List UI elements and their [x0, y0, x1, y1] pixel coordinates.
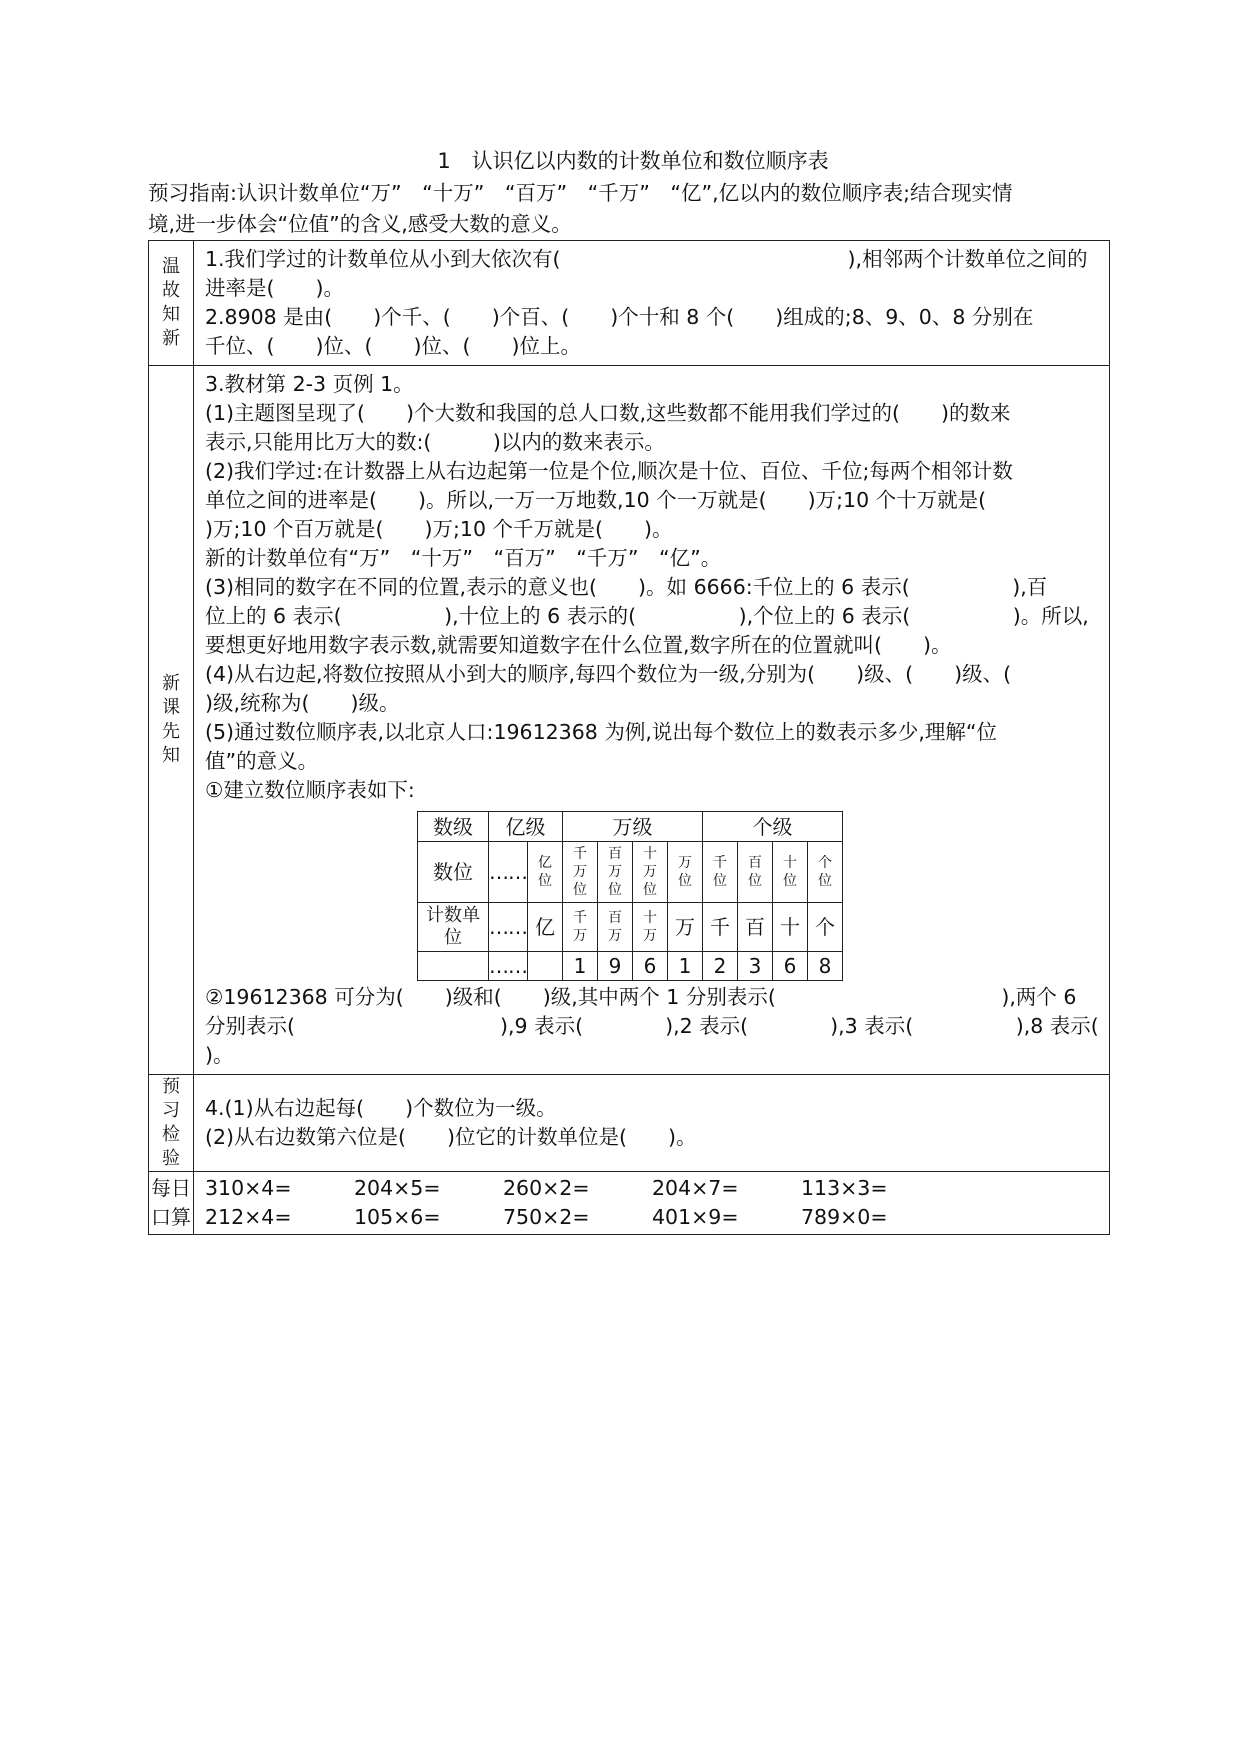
check-label: 预习检验 — [162, 1076, 180, 1169]
pv-digit-cell: 2 — [703, 952, 738, 981]
question-line: (3)相同的数字在不同的位置,表示的意义也( )。如 6666:千位上的 6 表示( ),百 — [205, 575, 1048, 599]
worksheet-page — [148, 146, 1098, 1235]
pv-digit-cell: 1 — [563, 952, 598, 981]
pv-place-cell: 个位 — [818, 855, 832, 889]
calc-row — [149, 1172, 1110, 1235]
pv-digit-cell: 3 — [738, 952, 773, 981]
calc-label-cell — [149, 1172, 194, 1235]
calc-item: 212×4= — [205, 1205, 292, 1229]
worksheet-table — [148, 240, 1110, 1235]
pv-unit-label: 计数单位 — [418, 903, 489, 952]
question-line: 位上的 6 表示( ),十位上的 6 表示的( ),个位上的 6 表示( )。所以, — [205, 604, 1089, 628]
pv-unit-cell: 万 — [668, 903, 703, 952]
pv-digit-label — [418, 952, 489, 981]
pv-place-row — [418, 842, 843, 903]
check-label-cell — [149, 1075, 194, 1172]
pv-digit-cell — [528, 952, 563, 981]
pv-unit-cell: 百 — [738, 903, 773, 952]
pv-digit-cell: 9 — [598, 952, 633, 981]
pv-digit-cell: 6 — [633, 952, 668, 981]
question-line: (4)从右边起,将数位按照从小到大的顺序,每四个数位为一级,分别为( )级、( )级、( — [205, 662, 1012, 686]
new-lesson-label-cell — [149, 366, 194, 1075]
question-line: 3.教材第 2-3 页例 1。 — [205, 372, 414, 396]
pv-dots: …… — [489, 842, 528, 903]
pv-digit-cell: 1 — [668, 952, 703, 981]
guide-line: 预习指南:认识计数单位“万” “十万” “百万” “千万” “亿”,亿以内的数位顺序表;结合现实情 — [148, 181, 1013, 205]
calc-item: 105×6= — [354, 1205, 441, 1229]
question-line: 表示,只能用比万大的数:( )以内的数来表示。 — [205, 430, 665, 454]
question-line: 新的计数单位有“万” “十万” “百万” “千万” “亿”。 — [205, 546, 722, 570]
pv-place-cell: 亿位 — [538, 855, 552, 889]
pv-level-ge: 个级 — [703, 812, 843, 842]
calc-grid — [205, 1174, 950, 1232]
question-line: (1)主题图呈现了( )个大数和我国的总人口数,这些数都不能用我们学过的( )的数来 — [205, 401, 1011, 425]
pv-level-header: 数级 — [418, 812, 489, 842]
preview-guide — [148, 178, 1098, 240]
calc-label: 每日口算 — [151, 1176, 191, 1229]
pv-digit-row — [418, 952, 843, 981]
question-line: )级,统称为( )级。 — [205, 691, 400, 715]
pv-unit-cell: 十万 — [643, 910, 657, 944]
question-line: 2.8908 是由( )个千、( )个百、( )个十和 8 个( )组成的;8、9、0、8 分别在 — [205, 305, 1034, 329]
question-line: 要想更好地用数字表示数,就需要知道数字在什么位置,数字所在的位置就叫( )。 — [205, 633, 952, 657]
calc-item: 260×2= — [503, 1176, 590, 1200]
pv-place-cell: 万位 — [678, 855, 692, 889]
pv-place-cell: 千万位 — [573, 846, 587, 898]
new-lesson-label: 新课先知 — [162, 673, 180, 766]
calc-item: 401×9= — [652, 1205, 739, 1229]
question-line: )万;10 个百万就是( )万;10 个千万就是( )。 — [205, 517, 673, 541]
pv-place-cell: 十位 — [783, 855, 797, 889]
new-lesson-row — [149, 366, 1110, 1075]
calc-item: 204×7= — [652, 1176, 739, 1200]
question-line: (2)从右边数第六位是( )位它的计数单位是( )。 — [205, 1125, 697, 1149]
pv-unit-cell: 千 — [703, 903, 738, 952]
question-line: 1.我们学过的计数单位从小到大依次有( ),相邻两个计数单位之间的 — [205, 247, 1088, 271]
question-line: 4.(1)从右边起每( )个数位为一级。 — [205, 1096, 557, 1120]
question-line: 值”的意义。 — [205, 749, 319, 773]
check-row — [149, 1075, 1110, 1172]
check-content — [194, 1075, 1110, 1172]
question-line: )。 — [205, 1043, 234, 1067]
page-title: 1 认识亿以内数的计数单位和数位顺序表 — [437, 149, 829, 173]
pv-level-wan: 万级 — [563, 812, 703, 842]
question-line: ①建立数位顺序表如下: — [205, 778, 415, 802]
pv-level-yi: 亿级 — [489, 812, 563, 842]
pv-unit-cell: 千万 — [573, 910, 587, 944]
place-value-table-wrap — [205, 811, 1099, 981]
pv-unit-cell: 亿 — [528, 903, 563, 952]
pv-digit-cell: 8 — [808, 952, 843, 981]
pv-place-cell: 百万位 — [608, 846, 622, 898]
calc-item: 750×2= — [503, 1205, 590, 1229]
pv-unit-row — [418, 903, 843, 952]
pv-unit-cell: 个 — [808, 903, 843, 952]
calc-item: 789×0= — [801, 1205, 888, 1229]
review-row — [149, 241, 1110, 366]
pv-unit-cell: 百万 — [608, 910, 622, 944]
pv-place-label: 数位 — [418, 842, 489, 903]
calc-item: 310×4= — [205, 1176, 292, 1200]
review-label-cell — [149, 241, 194, 366]
pv-dots: …… — [489, 952, 528, 981]
question-line: (5)通过数位顺序表,以北京人口:19612368 为例,说出每个数位上的数表示多少,理解“位 — [205, 720, 997, 744]
place-value-table — [417, 811, 843, 981]
question-line: ②19612368 可分为( )级和( )级,其中两个 1 分别表示( ),两个 6 — [205, 985, 1077, 1009]
review-content — [194, 241, 1110, 366]
pv-level-row — [418, 812, 843, 842]
pv-unit-cell: 十 — [773, 903, 808, 952]
pv-place-cell: 百位 — [748, 855, 762, 889]
question-line: 分别表示( ),9 表示( ),2 表示( ),3 表示( ),8 表示( — [205, 1014, 1099, 1038]
question-line: 单位之间的进率是( )。所以,一万一万地数,10 个一万就是( )万;10 个十万就是( — [205, 488, 987, 512]
pv-place-cell: 十万位 — [643, 846, 657, 898]
guide-line: 境,进一步体会“位值”的含义,感受大数的意义。 — [148, 212, 572, 236]
question-line: (2)我们学过:在计数器上从右边起第一位是个位,顺次是十位、百位、千位;每两个相邻计数 — [205, 459, 1013, 483]
review-label: 温故知新 — [162, 256, 180, 349]
calc-item: 113×3= — [801, 1176, 888, 1200]
question-line: 进率是( )。 — [205, 276, 344, 300]
calc-item: 204×5= — [354, 1176, 441, 1200]
calc-content — [194, 1172, 1110, 1235]
pv-place-cell: 千位 — [713, 855, 727, 889]
new-lesson-content — [194, 366, 1110, 1075]
pv-digit-cell: 6 — [773, 952, 808, 981]
question-line: 千位、( )位、( )位、( )位上。 — [205, 334, 581, 358]
pv-dots: …… — [489, 903, 528, 952]
